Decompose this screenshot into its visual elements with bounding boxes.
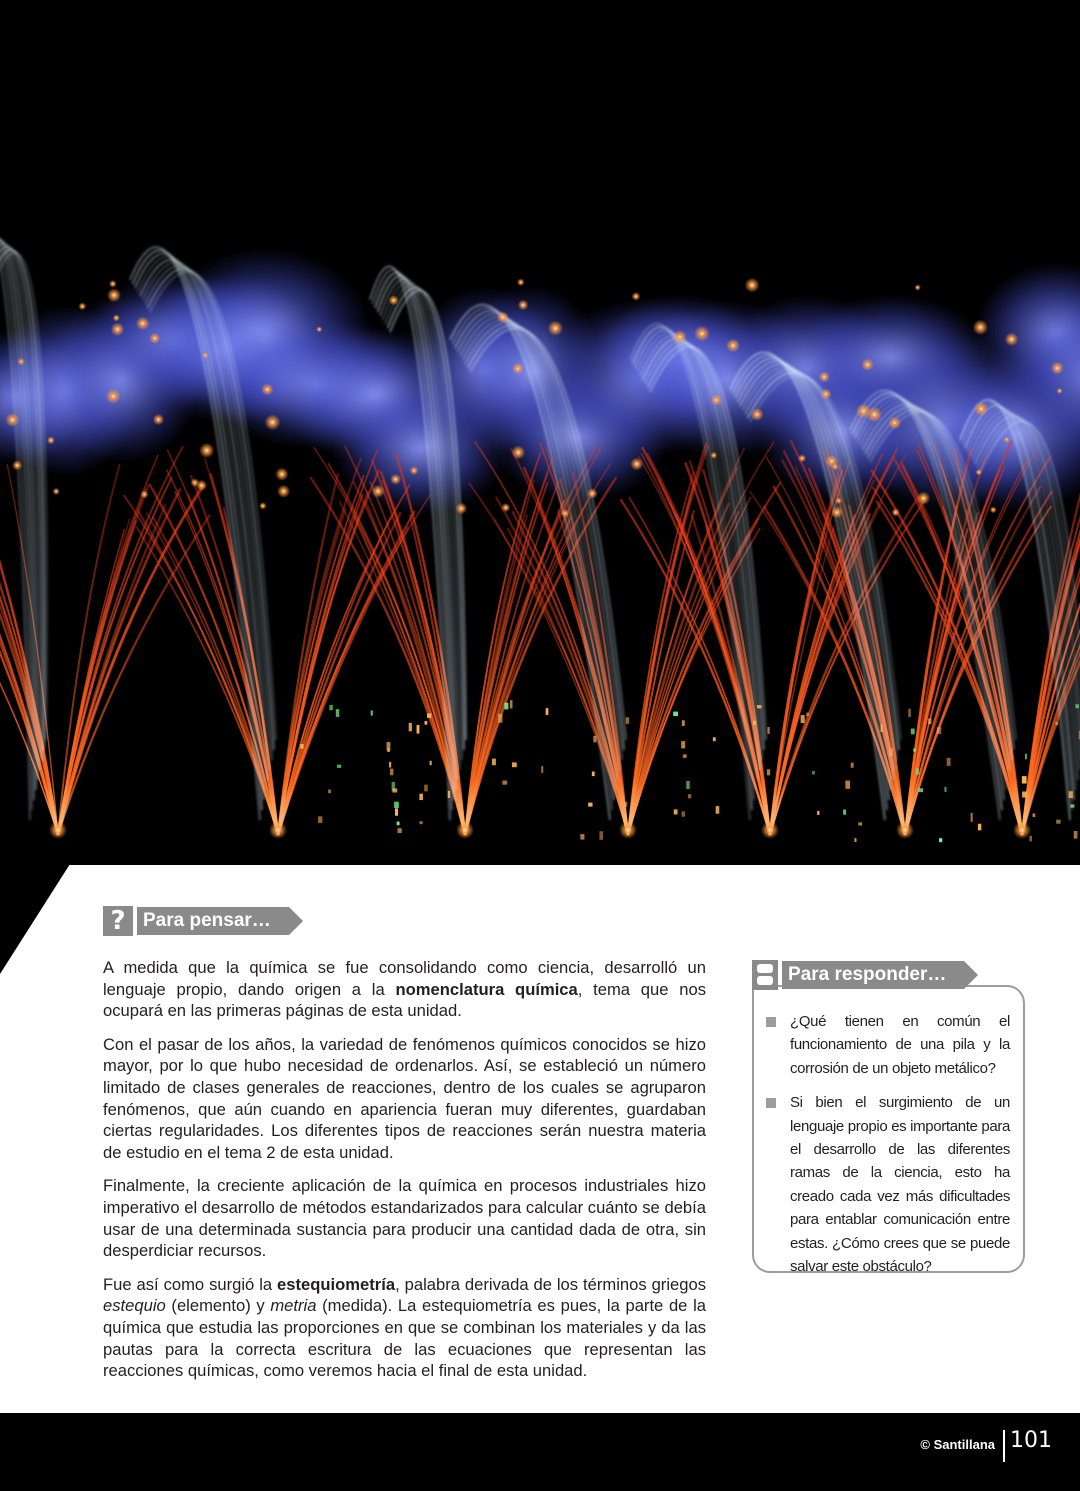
paragraph-1: A medida que la química se fue consolidando como ciencia, desarrolló un lenguaje propio, dando origen a la nomenclatura química, tema que nos ocupará en las primeras páginas de esta unidad. bbox=[103, 958, 706, 1021]
answer-box-label: Para responder… bbox=[782, 961, 964, 989]
question-item: Si bien el surgimiento de un lenguaje propio es importante para el desarrollo de las diferentes ramas de la ciencia, esto ha creado cada vez más dificultades para entablar comunicación entre estas. ¿Cómo crees que se puede salvar este obstáculo? bbox=[764, 1091, 1010, 1278]
paragraph-4: Fue así como surgió la estequiometría, palabra derivada de los términos griegos estequio (elemento) y metria (medida). La estequiometría es pues, la parte de la química que estudia las proporciones en que se combinan los materiales y da las pautas para la correcta escritura de las ecuaciones que representan las reacciones químicas, como veremos hacia el final de esta unidad. bbox=[103, 1274, 706, 1381]
speech-bubbles-icon bbox=[752, 960, 778, 990]
square-bullet-icon bbox=[766, 1017, 776, 1027]
square-bullet-icon bbox=[766, 1098, 776, 1108]
publisher-credit: © Santillana bbox=[920, 1437, 995, 1452]
page-corner-wedge bbox=[0, 864, 70, 974]
page-footer bbox=[0, 1413, 1080, 1491]
question-item: ¿Qué tienen en común el funcionamiento de una pila y la corrosión de un objeto metálico? bbox=[764, 1010, 1010, 1080]
main-text bbox=[103, 957, 706, 1394]
answer-box-header bbox=[752, 960, 964, 990]
page-number: 101 bbox=[1010, 1428, 1052, 1453]
page-number-divider bbox=[1003, 1430, 1005, 1462]
think-box-header bbox=[103, 906, 289, 936]
paragraph-3: Finalmente, la creciente aplicación de la química en procesos industriales hizo imperativo el desarrollo de métodos estandarizados para calcular cuánto se debía usar de una determinada sustancia para producir una cantidad dada de otra, sin desperdiciar recursos. bbox=[103, 1176, 706, 1261]
term-estequiometria: estequiometría bbox=[277, 1274, 396, 1294]
think-box-label: Para pensar… bbox=[137, 907, 289, 935]
term-nomenclatura: nomenclatura química bbox=[395, 979, 578, 999]
paragraph-2: Con el pasar de los años, la variedad de fenómenos químicos conocidos se hizo mayor, por lo que hubo necesidad de ordenarlos. Así, se estableció un número limitado de clases generales de reacciones, dentro de los cuales se agruparon fenómenos, que aún cuando en apariencia fueran muy diferentes, guardaban ciertas regularidades. Los diferentes tipos de reacciones serán nuestra materia de estudio en el tema 2 de esta unidad. bbox=[103, 1034, 706, 1162]
question-list bbox=[764, 1010, 1010, 1289]
question-mark-icon: ? bbox=[103, 906, 133, 936]
